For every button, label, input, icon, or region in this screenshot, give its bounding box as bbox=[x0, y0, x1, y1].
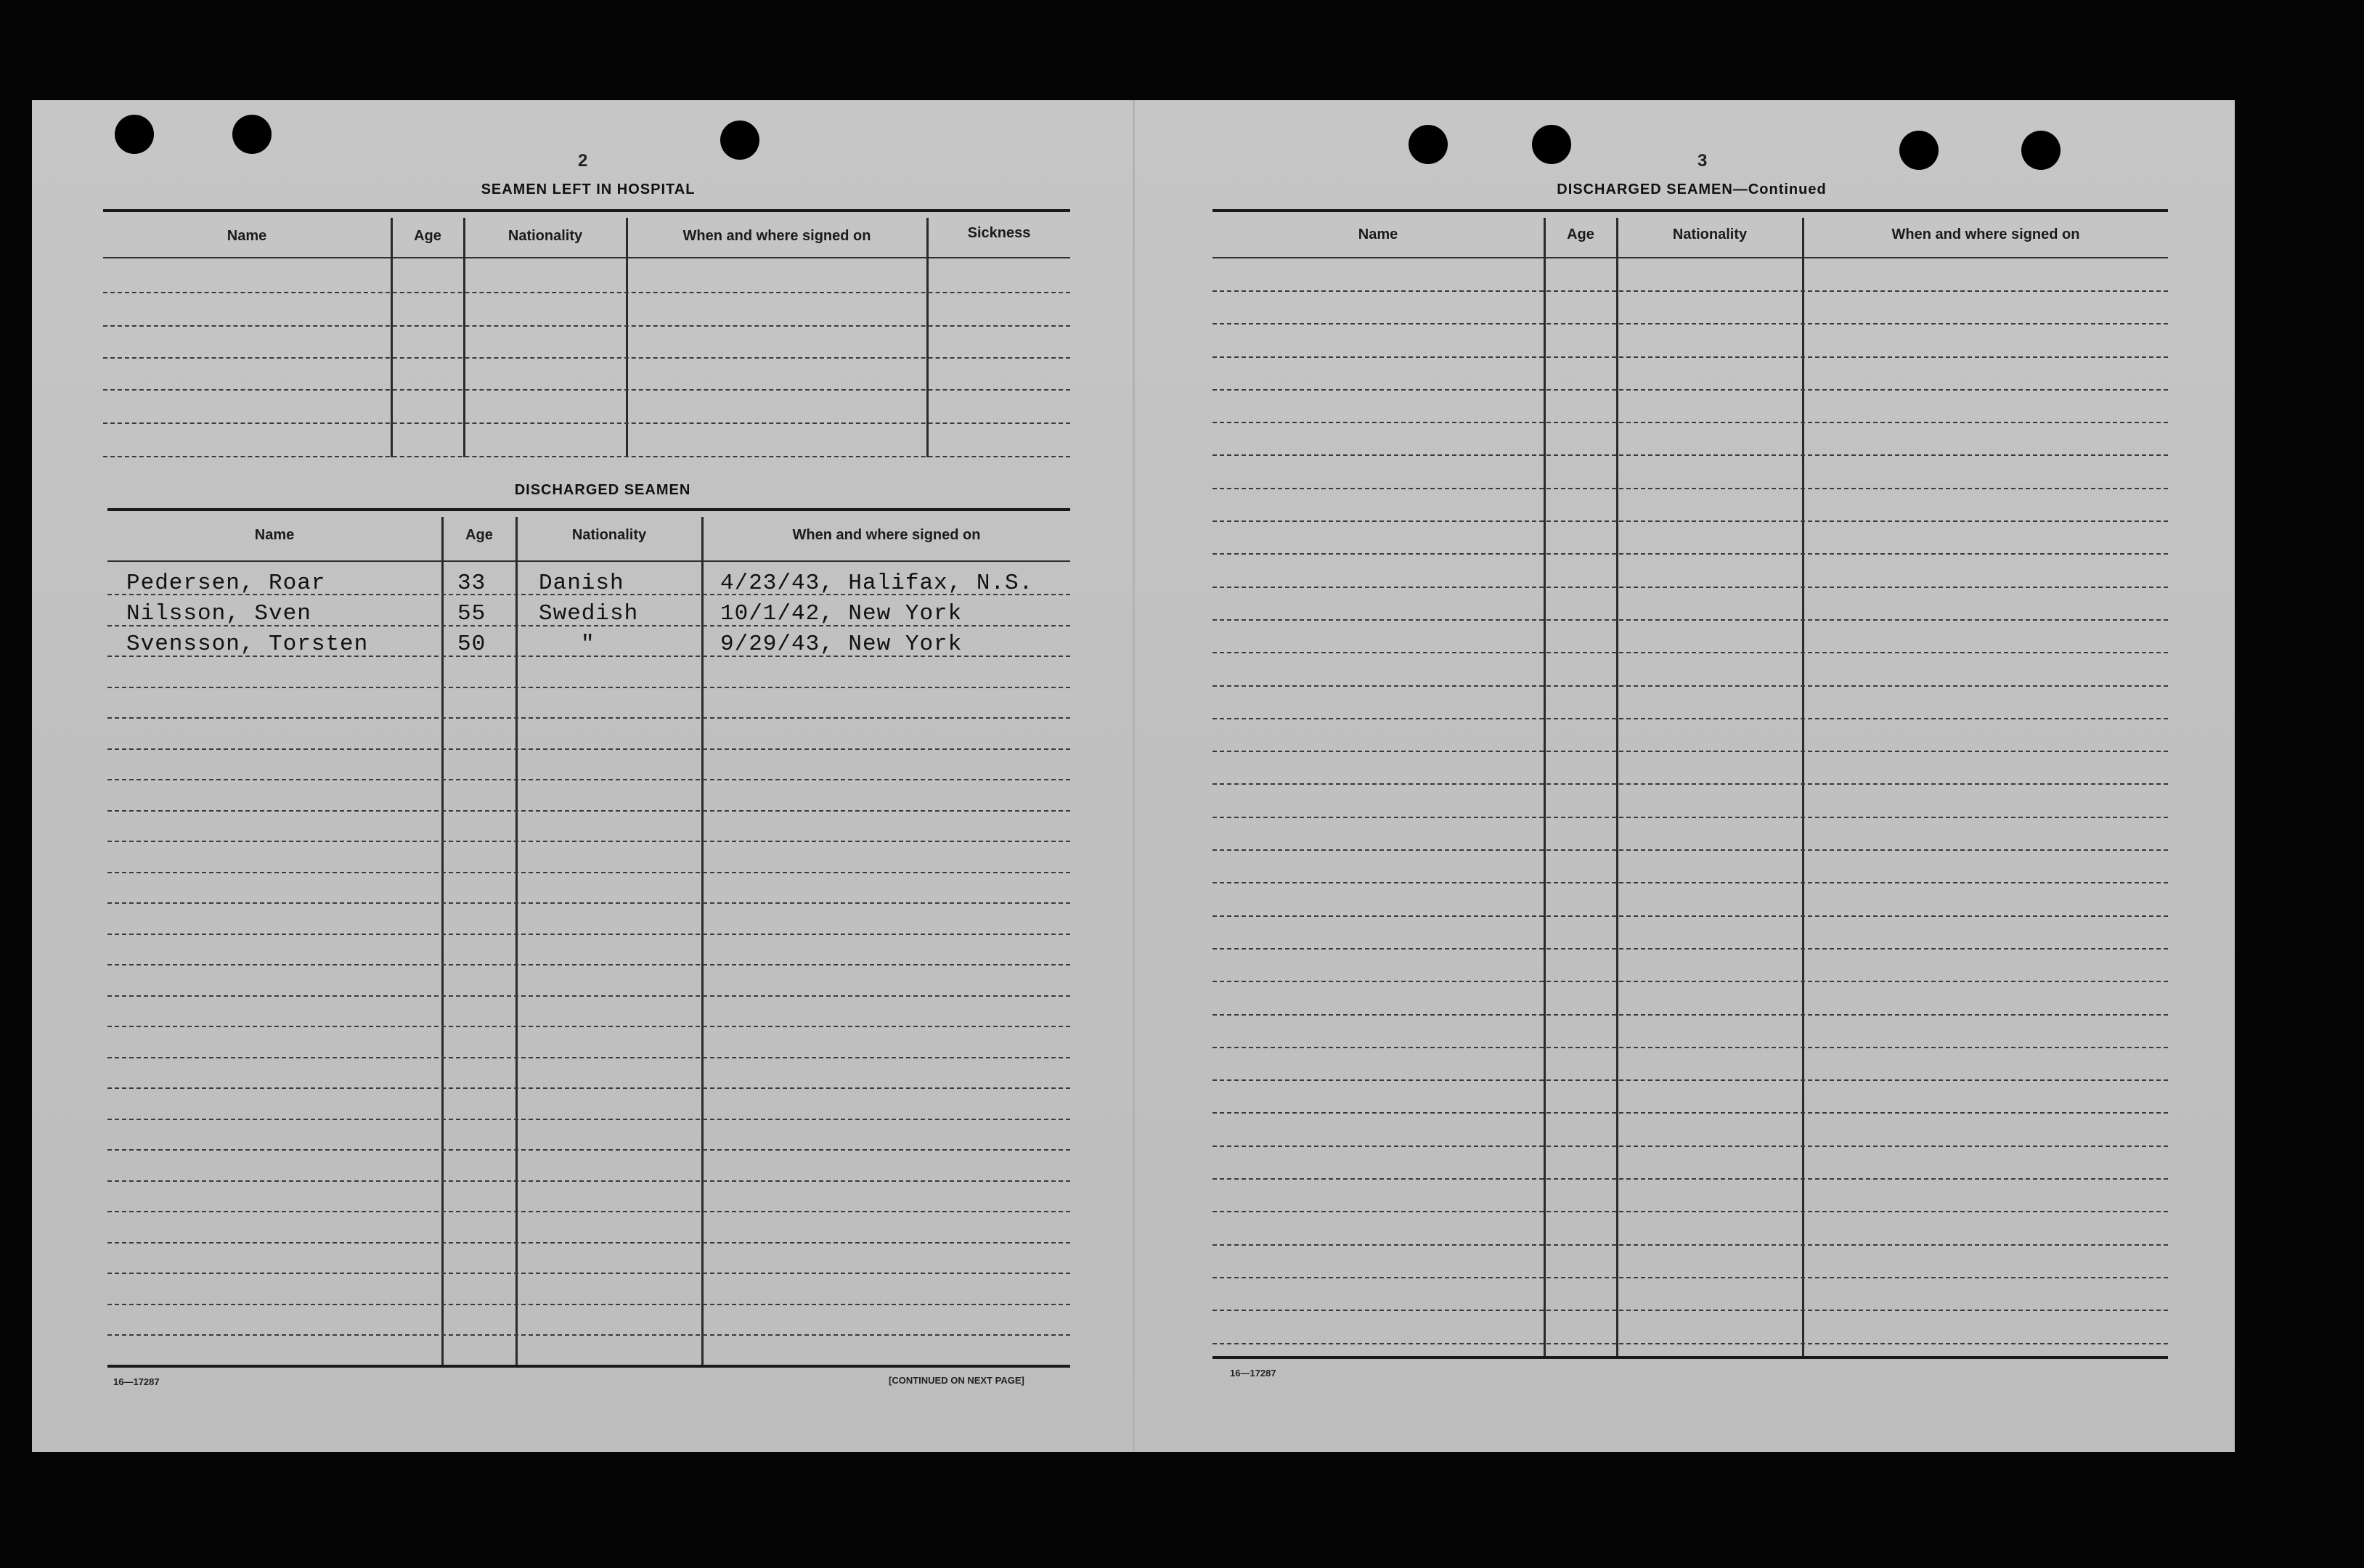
discharged-row-line bbox=[107, 934, 1070, 935]
right-col-signed-on: When and where signed on bbox=[1891, 226, 2080, 242]
row-3-age: 50 bbox=[457, 632, 486, 657]
punch-hole bbox=[1532, 125, 1571, 164]
right-row-line bbox=[1212, 718, 2168, 719]
row-3-nationality: " bbox=[581, 632, 595, 657]
form-number-left: 16—17287 bbox=[113, 1376, 160, 1387]
right-row-line bbox=[1212, 520, 2168, 522]
right-row-line bbox=[1212, 488, 2168, 489]
punch-hole bbox=[1899, 131, 1939, 170]
discharged-col-nationality: Nationality bbox=[571, 527, 647, 543]
discharged-row-line bbox=[107, 1334, 1070, 1336]
hospital-row-line bbox=[103, 389, 1070, 391]
right-row-line bbox=[1212, 783, 2168, 785]
discharged-row-line bbox=[107, 1180, 1070, 1182]
discharged-table-top-rule bbox=[107, 508, 1070, 511]
right-row-line bbox=[1212, 1146, 2168, 1147]
right-row-line bbox=[1212, 1310, 2168, 1311]
hospital-row-line bbox=[103, 325, 1070, 327]
right-row-line bbox=[1212, 915, 2168, 917]
right-row-line bbox=[1212, 1343, 2168, 1344]
page-fold bbox=[1133, 100, 1135, 1452]
row-1-name: Pedersen, Roar bbox=[126, 571, 326, 596]
right-row-line bbox=[1212, 1211, 2168, 1212]
right-col-name: Name bbox=[1358, 226, 1398, 242]
hospital-row-line bbox=[103, 422, 1070, 424]
discharged-col-divider bbox=[441, 517, 444, 1368]
right-col-nationality: Nationality bbox=[1672, 226, 1748, 242]
punch-hole bbox=[720, 121, 759, 160]
right-col-age: Age bbox=[1567, 226, 1594, 242]
discharged-col-name: Name bbox=[254, 527, 295, 543]
discharged-table-bottom-rule bbox=[107, 1365, 1070, 1368]
row-2-age: 55 bbox=[457, 601, 486, 626]
right-row-line bbox=[1212, 948, 2168, 950]
discharged-row-line bbox=[107, 1273, 1070, 1274]
right-row-line bbox=[1212, 389, 2168, 391]
row-1-signed-on: 4/23/43, Halifax, N.S. bbox=[720, 571, 1034, 596]
discharged-row-line bbox=[107, 1119, 1070, 1120]
discharged-row-line bbox=[107, 1026, 1070, 1027]
discharged-col-age: Age bbox=[465, 527, 493, 543]
hospital-col-divider bbox=[463, 218, 465, 457]
hospital-col-divider bbox=[391, 218, 393, 457]
hospital-row-line bbox=[103, 456, 1070, 457]
hospital-col-divider bbox=[926, 218, 929, 457]
right-row-line bbox=[1212, 1079, 2168, 1081]
right-header-rule bbox=[1212, 257, 2168, 258]
right-row-line bbox=[1212, 751, 2168, 752]
hospital-header-rule bbox=[103, 257, 1070, 258]
row-1-age: 33 bbox=[457, 571, 486, 596]
right-row-line bbox=[1212, 849, 2168, 851]
continued-note: [CONTINUED ON NEXT PAGE] bbox=[889, 1375, 1024, 1386]
discharged-row-line bbox=[107, 902, 1070, 904]
punch-hole bbox=[115, 115, 154, 154]
right-row-line bbox=[1212, 1244, 2168, 1246]
hospital-col-age: Age bbox=[414, 228, 441, 244]
right-row-line bbox=[1212, 652, 2168, 653]
right-row-line bbox=[1212, 685, 2168, 687]
hospital-col-sickness: Sickness bbox=[967, 225, 1031, 241]
right-row-line bbox=[1212, 1047, 2168, 1048]
right-table-bottom-rule bbox=[1212, 1356, 2168, 1359]
punch-hole bbox=[232, 115, 272, 154]
row-2-nationality: Swedish bbox=[539, 601, 639, 626]
right-row-line bbox=[1212, 422, 2168, 423]
discharged-row-line bbox=[107, 810, 1070, 812]
punch-hole bbox=[2021, 131, 2061, 170]
discharged-row-line bbox=[107, 779, 1070, 780]
right-section-title: DISCHARGED SEAMEN—Continued bbox=[1557, 181, 1827, 197]
right-row-line bbox=[1212, 1277, 2168, 1278]
hospital-col-divider bbox=[626, 218, 628, 457]
right-row-line bbox=[1212, 981, 2168, 982]
discharged-header-rule bbox=[107, 560, 1070, 562]
discharged-row-line bbox=[107, 1211, 1070, 1212]
discharged-col-signed-on: When and where signed on bbox=[792, 527, 981, 543]
hospital-row-line bbox=[103, 357, 1070, 359]
discharged-row-line bbox=[107, 1149, 1070, 1151]
page-number-right: 3 bbox=[1697, 151, 1708, 171]
right-row-line bbox=[1212, 454, 2168, 456]
right-row-line bbox=[1212, 290, 2168, 292]
right-row-line bbox=[1212, 356, 2168, 358]
row-1-nationality: Danish bbox=[539, 571, 624, 596]
right-row-line bbox=[1212, 1178, 2168, 1180]
right-row-line bbox=[1212, 587, 2168, 588]
right-row-line bbox=[1212, 553, 2168, 555]
right-row-line bbox=[1212, 1112, 2168, 1114]
page-number-left: 2 bbox=[578, 151, 588, 171]
discharged-row-line bbox=[107, 872, 1070, 873]
discharged-section-title: DISCHARGED SEAMEN bbox=[514, 482, 691, 498]
discharged-row-line bbox=[107, 717, 1070, 719]
right-row-line bbox=[1212, 882, 2168, 883]
discharged-row-line bbox=[107, 1304, 1070, 1305]
hospital-col-signed-on: When and where signed on bbox=[682, 228, 871, 244]
discharged-row-line bbox=[107, 1057, 1070, 1058]
discharged-col-divider bbox=[701, 517, 704, 1368]
right-row-line bbox=[1212, 619, 2168, 621]
hospital-row-line bbox=[103, 292, 1070, 293]
discharged-row-line bbox=[107, 841, 1070, 842]
hospital-table-top-rule bbox=[103, 209, 1070, 212]
right-row-line bbox=[1212, 323, 2168, 324]
hospital-section-title: SEAMEN LEFT IN HOSPITAL bbox=[481, 181, 696, 197]
row-2-signed-on: 10/1/42, New York bbox=[720, 601, 963, 626]
discharged-row-line bbox=[107, 1087, 1070, 1089]
form-number-right: 16—17287 bbox=[1230, 1368, 1276, 1379]
discharged-col-divider bbox=[515, 517, 518, 1368]
discharged-row-line bbox=[107, 748, 1070, 750]
right-row-line bbox=[1212, 817, 2168, 818]
row-3-signed-on: 9/29/43, New York bbox=[720, 632, 963, 657]
discharged-row-line bbox=[107, 1242, 1070, 1244]
discharged-row-line bbox=[107, 995, 1070, 997]
row-3-name: Svensson, Torsten bbox=[126, 632, 369, 657]
hospital-col-nationality: Nationality bbox=[508, 228, 583, 244]
hospital-col-name: Name bbox=[227, 228, 267, 244]
punch-hole bbox=[1409, 125, 1448, 164]
right-row-line bbox=[1212, 1014, 2168, 1016]
discharged-row-line bbox=[107, 964, 1070, 965]
right-table-top-rule bbox=[1212, 209, 2168, 212]
row-2-name: Nilsson, Sven bbox=[126, 601, 311, 626]
discharged-row-line bbox=[107, 687, 1070, 688]
